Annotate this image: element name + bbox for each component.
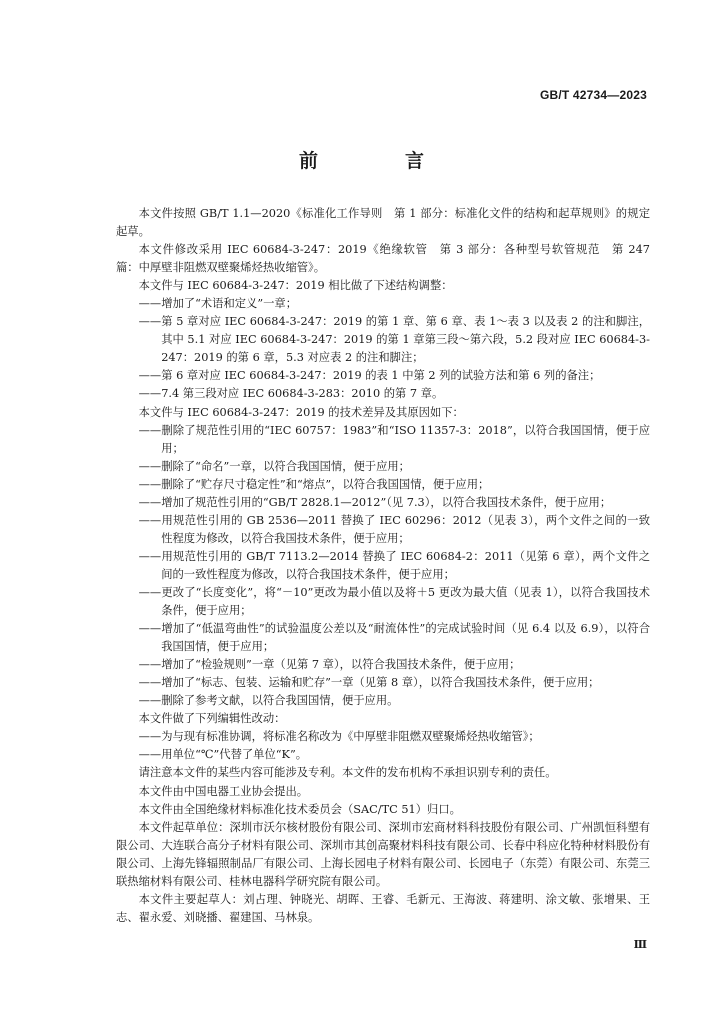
body-paragraph: 本文件起草单位：深圳市沃尔核材股份有限公司、深圳市宏商材料科技股份有限公司、广州凯恒科塑有限公司、大连联合高分子材料有限公司、深圳市其创高聚材料科技有限公司、长春中科应化特种材料股份有限公司、上海先锋辐照制品厂有限公司、上海长园电子材料有限公司、长园电子（东莞）有限公司、东莞三联热缩材料有限公司、桂林电器科学研究院有限公司。 xyxy=(116,820,650,888)
list-item: ——用单位“℃”代替了单位“K”。 xyxy=(138,748,308,762)
body-paragraph: 本文件与 IEC 60684-3-247：2019 相比做了下述结构调整： xyxy=(138,279,453,293)
list-item: ——更改了“长度变化”，将“－10”更改为最小值以及将＋5 更改为最大值（见表 1），以符合我国技术条件，便于应用； xyxy=(138,585,650,618)
list-item: ——第 5 章对应 IEC 60684-3-247：2019 的第 1 章、第 6 章、表 1～表 3 以及表 2 的注和脚注，其中 5.1 对应 IEC 60684-3-247：2019 的第 1 章第三段～第六段，5.2 段对应 IEC 60684-3-247：2019 的第 6 章，5.3 对应表 2 的注和脚注； xyxy=(138,315,650,365)
body-paragraph: 本文件做了下列编辑性改动： xyxy=(138,712,286,726)
list-item: ——删除了“贮存尺寸稳定性”和“熔点”，以符合我国国情，便于应用； xyxy=(138,477,490,491)
list-item: ——增加了“检验规则”一章（见第 7 章），以符合我国技术条件，便于应用； xyxy=(138,658,521,672)
body-paragraph: 本文件与 IEC 60684-3-247：2019 的技术差异及其原因如下： xyxy=(138,405,464,419)
list-item: ——增加了“低温弯曲性”的试验温度公差以及“耐流体性”的完成试验时间（见 6.4 以及 6.9），以符合我国国情，便于应用； xyxy=(138,622,650,654)
body-paragraph: 本文件由中国电器工业协会提出。 xyxy=(138,784,309,798)
page-number: Ⅲ xyxy=(633,938,647,951)
page-title: 前 言 xyxy=(298,150,458,172)
list-item: ——第 6 章对应 IEC 60684-3-247：2019 的表 1 中第 2 列的试验方法和第 6 列的备注； xyxy=(138,369,601,383)
list-item: ——7.4 第三段对应 IEC 60684-3-283：2010 的第 7 章。 xyxy=(138,387,444,401)
body-paragraph: 本文件按照 GB/T 1.1—2020《标准化工作导则 第 1 部分：标准化文件的结构和起草规则》的规定起草。 xyxy=(116,207,650,239)
body-paragraph: 本文件修改采用 IEC 60684-3-247：2019《绝缘软管 第 3 部分：各种型号软管规范 第 247 篇：中厚壁非阻燃双壁聚烯烃热收缩管》。 xyxy=(116,243,650,275)
document-body xyxy=(116,205,650,927)
list-item: ——增加了“术语和定义”一章； xyxy=(138,297,298,311)
list-item: ——增加了规范性引用的“GB/T 2828.1—2012”（见 7.3），以符合我国技术条件，便于应用； xyxy=(138,495,612,509)
list-item: ——用规范性引用的 GB/T 7113.2—2014 替换了 IEC 60684-2：2011（见第 6 章），两个文件之间的一致性程度为修改，以符合我国技术条件，便于应用； xyxy=(138,549,650,581)
list-item: ——增加了“标志、包装、运输和贮存”一章（见第 8 章），以符合我国技术条件，便于应用； xyxy=(138,676,600,690)
body-paragraph: 请注意本文件的某些内容可能涉及专利。本文件的发布机构不承担识别专利的责任。 xyxy=(138,766,557,780)
list-item: ——用规范性引用的 GB 2536—2011 替换了 IEC 60296：2012（见表 3），两个文件之间的一致性程度为修改，以符合我国技术条件，便于应用； xyxy=(138,513,650,545)
body-paragraph: 本文件主要起草人：刘占理、钟晓光、胡晖、王睿、毛新元、王海波、蒋建明、涂文敏、张增果、王志、翟永爱、刘晓播、翟建国、马林泉。 xyxy=(116,892,650,924)
list-item: ——删除了参考文献，以符合我国国情，便于应用。 xyxy=(138,694,399,708)
body-paragraph: 本文件由全国绝缘材料标准化技术委员会（SAC/TC 51）归口。 xyxy=(138,802,461,816)
list-item: ——删除了规范性引用的“IEC 60757：1983”和“ISO 11357-3：2018”，以符合我国国情，便于应用； xyxy=(138,423,650,455)
standard-code: GB/T 42734—2023 xyxy=(539,88,647,102)
list-item: ——为与现有标准协调，将标准名称改为《中厚壁非阻燃双壁聚烯烃热收缩管》； xyxy=(138,730,540,744)
list-item: ——删除了“命名”一章，以符合我国国情，便于应用； xyxy=(138,459,410,473)
